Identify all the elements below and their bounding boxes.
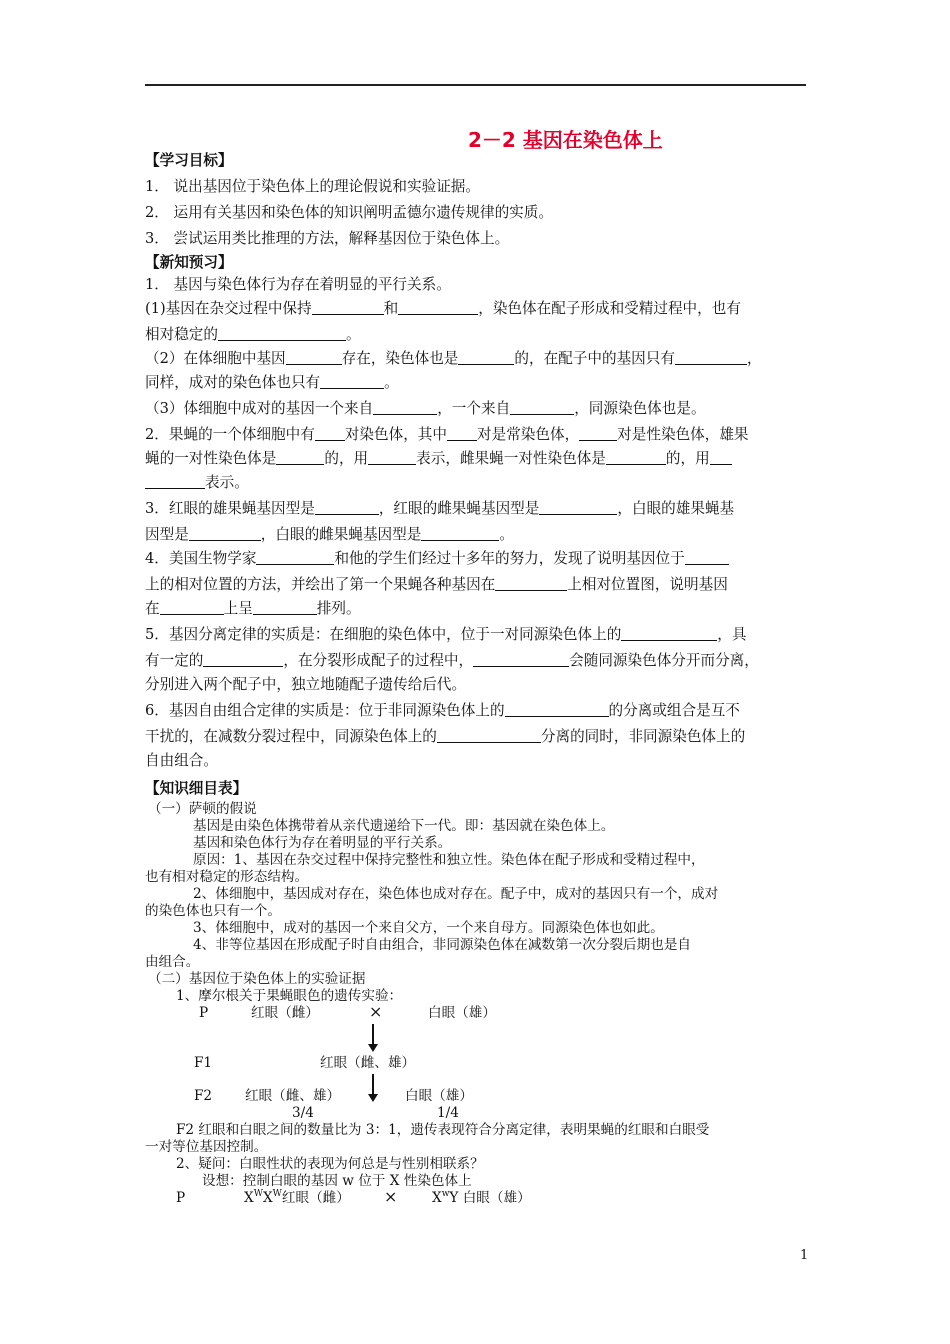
preview-q2c: 表示。 — [145, 474, 249, 492]
cross2-male-genotype: $X^wY$ 白眼（雄） — [432, 1189, 531, 1206]
cross2-p-label: P — [176, 1190, 186, 1206]
arrow-down-icon — [372, 1024, 374, 1046]
preview-q3b: 因型是 ，白眼的雌果蝇基因型是 。 — [145, 526, 514, 543]
preview-q1c: （3）体细胞中成对的基因一个来自 ，一个来自 ，同源染色体也是。 — [145, 400, 706, 417]
arrow-down-icon — [372, 1074, 374, 1096]
details-s1f2: 由组合。 — [145, 954, 200, 970]
preview-q6c: 自由组合。 — [145, 752, 218, 769]
cross-f2-white: 白眼（雄） — [405, 1088, 473, 1104]
details-s2d: 设想：控制白眼的基因 w 位于 X 性染色体上 — [202, 1173, 472, 1189]
details-s1d2: 的染色体也只有一个。 — [145, 903, 281, 919]
details-s1a: 基因是由染色体携带着从亲代遗递给下一代。即：基因就在染色体上。 — [193, 818, 615, 834]
objective-item: 3． 尝试运用类比推理的方法，解释基因位于染色体上。 — [145, 230, 510, 247]
cross-f1-label: F1 — [194, 1055, 213, 1071]
preview-q1: 1． 基因与染色体行为存在着明显的平行关系。 — [145, 276, 451, 293]
preview-q5: 5．基因分离定律的实质是：在细胞的染色体中，位于一对同源染色体上的 ，具 — [145, 626, 747, 643]
cross-p-male: 白眼（雄） — [428, 1005, 496, 1021]
details-s1d: 2、体细胞中，基因成对存在，染色体也成对存在。配子中，成对的基因只有一个，成对 — [193, 886, 719, 902]
preview-q4c: 在 上呈 排列。 — [145, 600, 361, 617]
cross-p-label: P — [199, 1005, 209, 1021]
details-s2b: F2 红眼和白眼之间的数量比为 3：1，遗传表现符合分离定律，表明果蝇的红眼和白眼受 — [176, 1122, 710, 1138]
ratio-white: 1/4 — [437, 1105, 459, 1121]
objectives-heading: 【学习目标】 — [145, 152, 233, 169]
details-s1c: 原因：1、基因在杂交过程中保持完整性和独立性。染色体在配子形成和受精过程中， — [193, 852, 705, 868]
details-s2b2: 一对等位基因控制。 — [145, 1139, 268, 1155]
ratio-red: 3/4 — [292, 1105, 314, 1121]
details-s1c2: 也有相对稳定的形态结构。 — [145, 869, 309, 885]
cross-f2-label: F2 — [194, 1088, 213, 1104]
preview-q5c: 分别进入两个配子中，独立地随配子遗传给后代。 — [145, 676, 467, 693]
cross-f2-red: 红眼（雌、雄） — [245, 1088, 341, 1104]
preview-q3: 3．红眼的雄果蝇基因型是 ，红眼的雌果蝇基因型是 ，白眼的雄果蝇基 — [145, 500, 735, 517]
cross-times: × — [369, 1002, 383, 1021]
cross-p-female: 红眼（雌） — [251, 1005, 319, 1021]
preview-q1a2: 相对稳定的 。 — [145, 326, 361, 343]
preview-q6: 6．基因自由组合定律的实质是：位于非同源染色体上的 的分离或组合是互不 — [145, 702, 740, 719]
header-rule — [145, 84, 806, 86]
details-heading: 【知识细目表】 — [145, 780, 248, 797]
details-s2c: 2、疑问：白眼性状的表现为何总是与性别相联系？ — [176, 1156, 484, 1172]
details-s2: （二）基因位于染色体上的实验证据 — [148, 971, 366, 987]
details-s1b: 基因和染色体行为存在着明显的平行关系。 — [193, 835, 452, 851]
preview-q4b: 上的相对位置的方法，并绘出了第一个果蝇各种基因在 上相对位置图，说明基因 — [145, 576, 728, 593]
preview-q1b2: 同样，成对的染色体也只有 。 — [145, 374, 399, 391]
details-s1: （一）萨顿的假说 — [148, 801, 257, 817]
page-number: 1 — [800, 1248, 809, 1263]
objective-item: 1． 说出基因位于染色体上的理论假说和实验证据。 — [145, 178, 480, 195]
preview-q5b: 有一定的 ，在分裂形成配子的过程中， 会随同源染色体分开而分离， — [145, 652, 759, 669]
objective-item: 2． 运用有关基因和染色体的知识阐明孟德尔遗传规律的实质。 — [145, 204, 553, 221]
preview-q1b: （2）在体细胞中基因 存在，染色体也是 的，在配子中的基因只有 ， — [145, 350, 762, 367]
cross2-female-genotype: $X^WX^W$红眼（雌） — [244, 1189, 350, 1206]
preview-heading: 【新知预习】 — [145, 254, 233, 271]
cross-f1-value: 红眼（雌、雄） — [320, 1055, 416, 1071]
details-s1e: 3、体细胞中，成对的基因一个来自父方，一个来自母方。同源染色体也如此。 — [193, 920, 664, 936]
page-title: 2－2 基因在染色体上 — [468, 128, 663, 152]
details-s1f: 4、非等位基因在形成配子时自由组合，非同源染色体在减数第一次分裂后期也是自 — [193, 937, 692, 953]
preview-q6b: 干扰的，在减数分裂过程中，同源染色体上的 分离的同时，非同源染色体上的 — [145, 728, 746, 745]
preview-q1a: (1)基因在杂交过程中保持 和 ，染色体在配子形成和受精过程中，也有 — [145, 300, 741, 317]
preview-q2: 2．果蝇的一个体细胞中有 对染色体，其中 对是常染色体， 对是性染色体，雄果 — [145, 426, 749, 443]
preview-q2b: 蝇的一对性染色体是 的，用 表示，雌果蝇一对性染色体是 的，用 — [145, 450, 732, 468]
preview-q4: 4．美国生物学家 和他的学生们经过十多年的努力，发现了说明基因位于 — [145, 550, 729, 568]
cross2-times: × — [384, 1187, 398, 1206]
details-s2a: 1、摩尔根关于果蝇眼色的遗传实验： — [176, 988, 403, 1004]
